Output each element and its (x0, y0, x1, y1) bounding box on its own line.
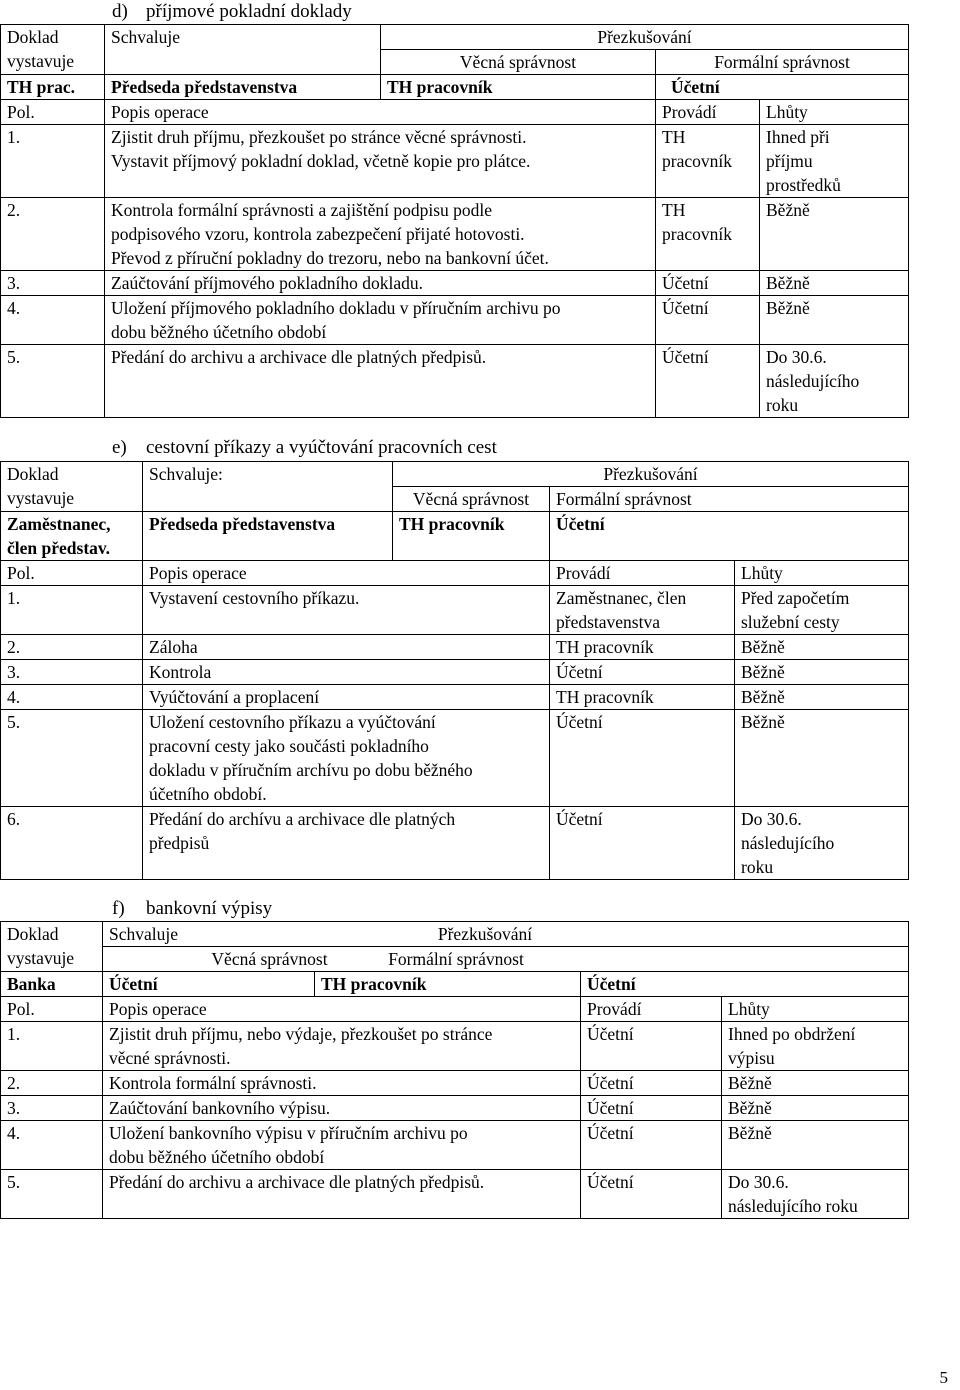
col-provadi: Provádí (550, 561, 735, 586)
table-row: 2. Kontrola formální správnosti a zajištění podpisu podle podpisového vzoru, kontrola zabezpečení přijaté hotovosti. Převod z příruční pokladny do trezoru, nebo na bankovní účet. TH pracovník Běžně (1, 198, 909, 271)
table-row: 1. Zjistit druh příjmu, přezkoušet po stránce věcné správnosti. Vystavit příjmový pokladní doklad, včetně kopie pro plátce. TH pracovník Ihned při příjmu prostředků (1, 125, 909, 198)
section-heading-f (112, 897, 272, 921)
table-prijmove-doklady (0, 24, 909, 418)
spravnost-header: Věcná správnost Formální správnost (103, 947, 909, 972)
table-row: 1. Zjistit druh příjmu, nebo výdaje, přezkoušet po stránce věcné správnosti. Účetní Ihned po obdržení výpisu (1, 1022, 909, 1071)
role-vecna: TH pracovník (381, 75, 656, 100)
table-row: 2. Záloha TH pracovník Běžně (1, 635, 909, 660)
table-row: 1. Vystavení cestovního příkazu. Zaměstnanec, člen představenstva Před započetím služební cesty (1, 586, 909, 635)
section-heading-d (112, 0, 352, 24)
schvaluje-prezkusovani-header: Schvaluje Přezkušování (103, 922, 909, 947)
col-popis: Popis operace (143, 561, 550, 586)
col-lhuty: Lhůty (722, 997, 909, 1022)
doklad-vystavuje-header: Doklad vystavuje (1, 25, 105, 75)
doklad-vystavuje-header: Doklad vystavuje (1, 462, 143, 512)
table-row: 4. Uložení bankovního výpisu v příručním archivu po dobu běžného účetního období Účetní Běžně (1, 1121, 909, 1170)
role-vystavuje: Banka (1, 972, 103, 997)
role-formalni: Účetní (550, 512, 909, 561)
col-pol: Pol. (1, 997, 103, 1022)
col-lhuty: Lhůty (735, 561, 909, 586)
doklad-vystavuje-header: Doklad vystavuje (1, 922, 103, 972)
table-bankovni-vypisy (0, 921, 909, 1219)
role-schvaluje: Předseda představenstva (105, 75, 381, 100)
table-row: 5. Uložení cestovního příkazu a vyúčtování pracovní cesty jako součásti pokladního dokladu v příručním archívu po dobu běžného účetního období. Účetní Běžně (1, 710, 909, 807)
table-row: 4. Vyúčtování a proplacení TH pracovník Běžně (1, 685, 909, 710)
section-label: e) (112, 437, 127, 458)
table-row: 3. Kontrola Účetní Běžně (1, 660, 909, 685)
col-pol: Pol. (1, 561, 143, 586)
vecna-spravnost-header: Věcná správnost (393, 487, 550, 512)
role-formalni: Účetní (581, 972, 909, 997)
col-popis: Popis operace (105, 100, 656, 125)
section-label: f) (112, 898, 125, 919)
role-vystavuje: Zaměstnanec, člen představ. (1, 512, 143, 561)
table-row: 4. Uložení příjmového pokladního dokladu v příručním archivu po dobu běžného účetního období Účetní Běžně (1, 296, 909, 345)
col-lhuty: Lhůty (760, 100, 909, 125)
formalni-spravnost-header: Formální správnost (656, 50, 909, 75)
col-pol: Pol. (1, 100, 105, 125)
table-row: 5. Předání do archivu a archivace dle platných předpisů. Účetní Do 30.6. následujícího roku (1, 345, 909, 418)
role-schvaluje: Účetní (103, 972, 315, 997)
role-vystavuje: TH prac. (1, 75, 105, 100)
table-cestovni-prikazy (0, 461, 909, 880)
col-provadi: Provádí (656, 100, 760, 125)
schvaluje-header: Schvaluje: (143, 462, 393, 512)
role-vecna: TH pracovník (315, 972, 581, 997)
vecna-spravnost-header: Věcná správnost (381, 50, 656, 75)
col-popis: Popis operace (103, 997, 581, 1022)
table-row: 5. Předání do archivu a archivace dle platných předpisů. Účetní Do 30.6. následujícího roku (1, 1170, 909, 1219)
col-provadi: Provádí (581, 997, 722, 1022)
table-row: 6. Předání do archívu a archivace dle platných předpisů Účetní Do 30.6. následujícího roku (1, 807, 909, 880)
prezkusovani-header: Přezkušování (381, 25, 909, 50)
prezkusovani-header: Přezkušování (393, 462, 909, 487)
role-schvaluje: Předseda představenstva (143, 512, 393, 561)
section-title: cestovní příkazy a vyúčtování pracovních cest (146, 437, 497, 458)
section-title: příjmové pokladní doklady (146, 1, 352, 22)
schvaluje-header: Schvaluje (105, 25, 381, 75)
formalni-spravnost-header: Formální správnost (550, 487, 909, 512)
section-heading-e (112, 436, 497, 460)
section-label: d) (112, 1, 128, 22)
page-number: 5 (939, 1368, 948, 1387)
section-title: bankovní výpisy (146, 898, 273, 919)
table-row: 3. Zaúčtování příjmového pokladního dokladu. Účetní Běžně (1, 271, 909, 296)
table-row: 2. Kontrola formální správnosti. Účetní Běžně (1, 1071, 909, 1096)
role-vecna: TH pracovník (393, 512, 550, 561)
table-row: 3. Zaúčtování bankovního výpisu. Účetní Běžně (1, 1096, 909, 1121)
role-formalni: Účetní (656, 75, 909, 100)
